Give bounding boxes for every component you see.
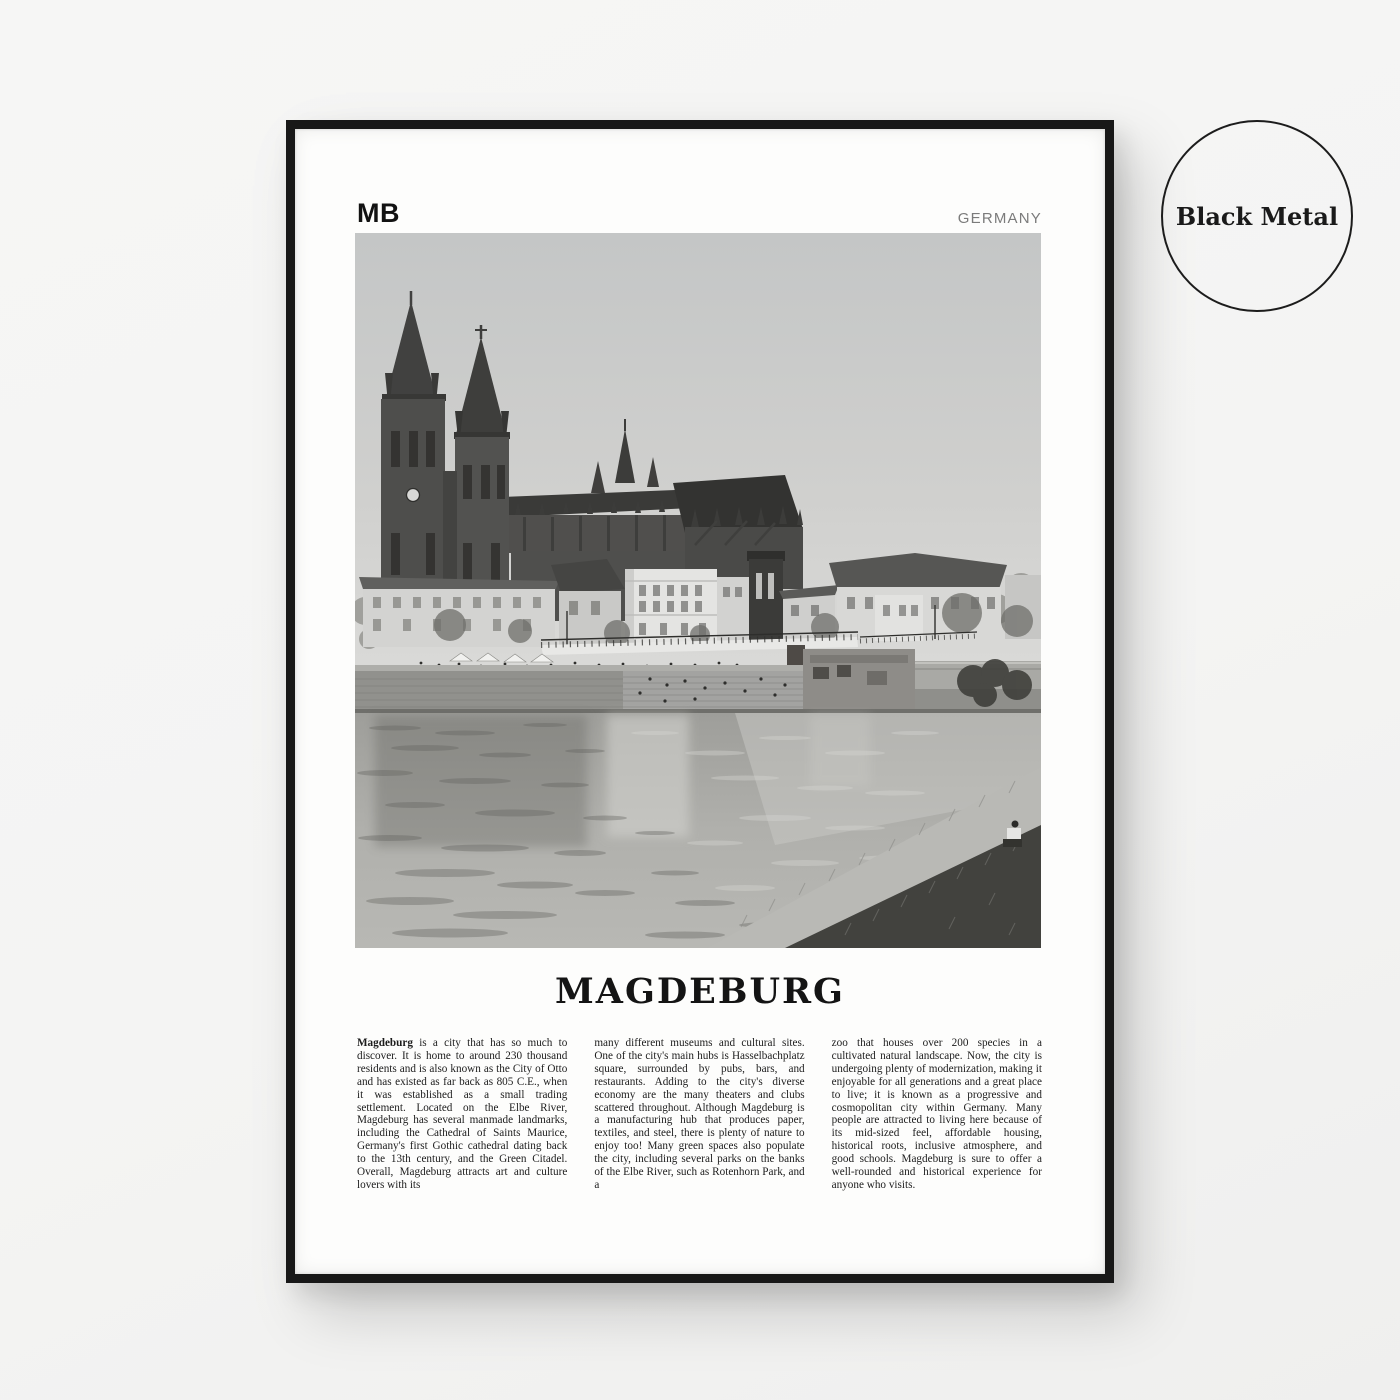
body-column-3 — [832, 1037, 1042, 1192]
column-3-text: zoo that houses over 200 species in a cultivated natural landscape. Now, the city is undergoing plenty of modernization, making it enjoyable for all generations and a great place to live; it is known as a progressive and cosmopolitan city within Germany. Many people are attracted to living here because of its mid-sized feel, affordable housing, historical roots, inclusive atmosphere, and good schools. Magdeburg is sure to offer a well-rounded and historical experience for anyone who visits. — [831, 1037, 1042, 1191]
country-label: GERMANY — [957, 210, 1042, 227]
column-2-text: many different museums and cultural sites. One of the city's main hubs is Hasselbachplatz square, surrounded by pubs, bars, and restaurants. Adding to the city's diverse economy are the many theaters and clubs scattered throughout. Although Magdeburg is a manufacturing hub that produces paper, textiles, and steel, there is plenty of nature to enjoy too! Many green spaces also populate the city, including several parks on the banks of the Elbe River, such as Rotenhorn Park, and a — [594, 1037, 805, 1191]
body-column-2 — [594, 1037, 804, 1192]
poster-frame — [286, 120, 1114, 1283]
city-initials: MB — [357, 198, 400, 228]
poster — [295, 129, 1105, 1274]
frame-variant-badge — [1161, 120, 1353, 312]
magdeburg-photo — [355, 233, 1041, 948]
poster-title: MAGDEBURG — [555, 971, 845, 1012]
body-column-1 — [357, 1037, 567, 1192]
frame-variant-label: Black Metal — [1175, 201, 1339, 231]
cityscape-illustration — [355, 233, 1041, 948]
poster-header — [357, 200, 1042, 227]
column-1-text: is a city that has so much to discover. It is home to around 230 thousand residents and is also known as the City of Otto and has existed as far back as 805 C.E., when it was established as a small trading settlement. Located on the Elbe River, Magdeburg has several manmade landmarks, including the Cathedral of Saints Maurice, Germany's first Gothic cathedral dating back to the 13th century, and the Green Citadel. Overall, Magdeburg attracts art and culture lovers with its — [357, 1037, 568, 1191]
poster-body — [357, 1037, 1042, 1192]
lead-word: Magdeburg — [357, 1037, 413, 1049]
